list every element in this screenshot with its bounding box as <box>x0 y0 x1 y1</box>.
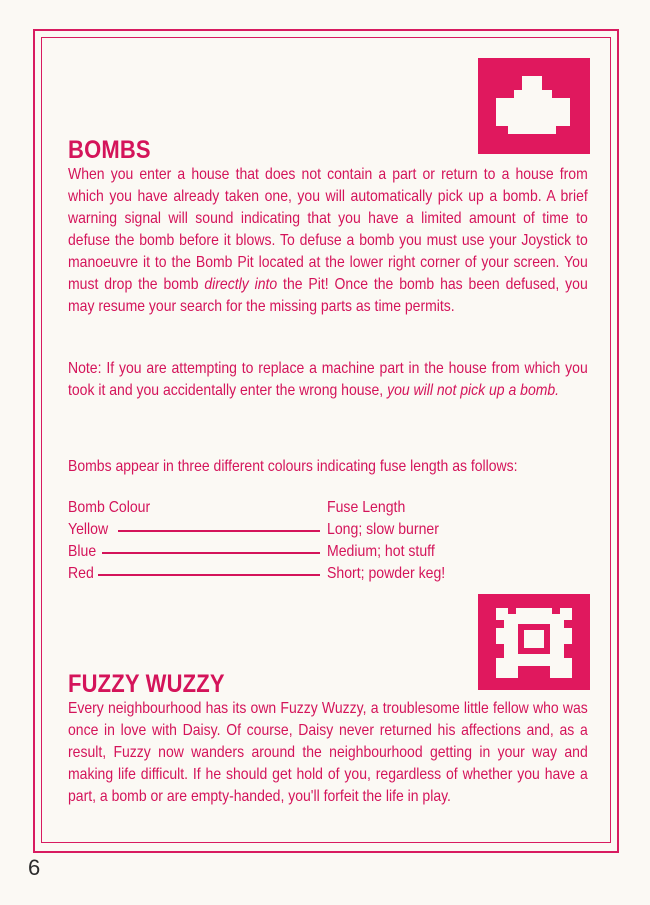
leader-line <box>98 574 320 576</box>
bombs-paragraph-text-a: When you enter a house that does not contain a part or return to a house from which you have already taken one, you will automatically pick up a bomb. A brief warning signal will sound indicating that you have a limited amount of time to defuse the bomb before it blows. To defuse a bomb you must use your Joystick to manoeuvre it to the Bomb Pit located at the lower right corner of your screen. You must drop the bomb <box>68 166 588 293</box>
table-row <box>68 541 528 563</box>
bombs-note <box>68 358 588 402</box>
table-header-row <box>68 497 528 519</box>
bombs-colours-intro: Bombs appear in three different colours indicating fuse length as follows: <box>68 458 518 475</box>
row-fuse: Long; slow burner <box>327 521 439 538</box>
bombs-paragraph-emphasis: directly into <box>204 276 278 293</box>
header-fuse-length: Fuse Length <box>327 499 406 516</box>
row-fuse: Medium; hot stuff <box>327 543 435 560</box>
fuzzy-wuzzy-icon <box>478 594 590 690</box>
header-bomb-colour: Bomb Colour <box>68 499 151 516</box>
table-row <box>68 519 528 541</box>
leader-line <box>102 552 320 554</box>
bombs-paragraph-text-b: the Pit! Once the bomb has been defused, you may resume your search for the missing parts as time permits. <box>68 276 588 315</box>
row-colour: Yellow <box>68 521 109 538</box>
row-colour: Blue <box>68 543 97 560</box>
leader-line <box>118 530 320 532</box>
fuzzy-wuzzy-heading: FUZZY WUZZY <box>68 670 225 698</box>
row-fuse: Short; powder keg! <box>327 565 446 582</box>
page-number: 6 <box>28 855 41 880</box>
row-colour: Red <box>68 565 94 582</box>
bombs-note-emphasis: you will not pick up a bomb. <box>387 382 560 399</box>
table-row <box>68 563 528 585</box>
bomb-icon <box>478 58 590 154</box>
bombs-paragraph <box>68 164 588 318</box>
bombs-heading: BOMBS <box>68 136 151 164</box>
fuzzy-wuzzy-paragraph: Every neighbourhood has its own Fuzzy Wuzzy, a troublesome little fellow who was once in love with Daisy. Of course, Daisy never returned his affections and, as a result, Fuzzy now wanders around the neighbourhood getting in your way and making life difficult. If he should get hold of you, regardless of whether you have a part, a bomb or are empty-handed, you'll forfeit the life in play. <box>68 700 588 805</box>
bombs-note-text: Note: If you are attempting to replace a machine part in the house from which you took it and you accidentally enter the wrong house, <box>68 360 588 399</box>
fuse-length-table <box>68 497 528 585</box>
